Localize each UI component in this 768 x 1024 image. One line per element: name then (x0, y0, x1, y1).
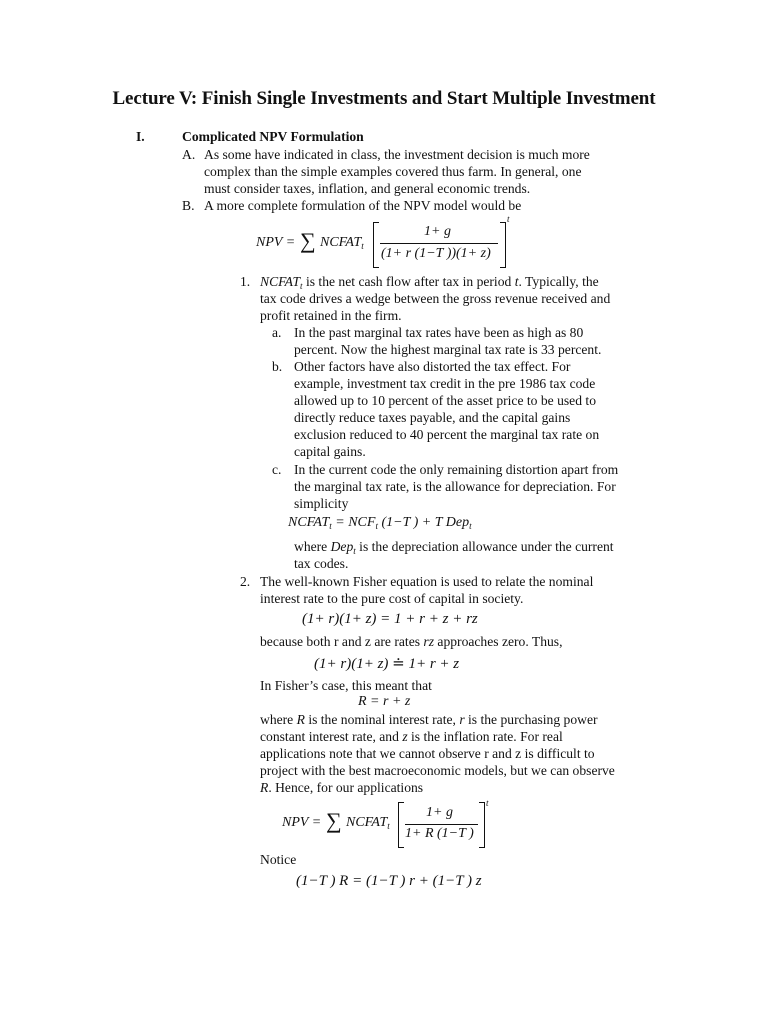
item-1b-label: b. (272, 359, 283, 374)
fraction-bar (380, 243, 498, 244)
item-1b-line: exclusion reduced to 40 percent the marginal tax rate on (294, 427, 600, 442)
eq1-numerator: 1+ g (424, 224, 451, 239)
item-1-number: 1. (240, 274, 251, 289)
section-number: I. (136, 129, 145, 144)
eq6-lhs: NPV = (282, 815, 322, 830)
item-1-line: tax code drives a wedge between the gross revenue received and (260, 291, 611, 306)
eq6-term: $NCFAT_t$ (346, 815, 390, 831)
fisher-approx-equation: (1+ r)(1+ z) ≐ 1+ r + z (314, 656, 460, 672)
item-1a-line: percent. Now the highest marginal tax rate is 33 percent. (294, 342, 602, 357)
fisher-case-line: In Fisher’s case, this meant that (260, 678, 432, 693)
item-1c-line: the marginal tax rate, is the allowance for depreciation. For (294, 479, 616, 494)
item-1b-line: Other factors have also distorted the tax effect. For (294, 359, 571, 374)
item-2-line: The well-known Fisher equation is used to relate the nominal (260, 574, 594, 589)
right-bracket (479, 802, 485, 848)
eq6-exponent: t (486, 798, 489, 808)
fisher-equation: (1+ r)(1+ z) = 1 + r + z + rz (302, 611, 478, 627)
item-1c-label: c. (272, 462, 282, 477)
item-1b-line: example, investment tax credit in the pre 1986 tax code (294, 376, 596, 391)
item-a-line: As some have indicated in class, the investment decision is much more (204, 147, 590, 162)
item-a-line: complex than the simple examples covered thus farm. In general, one (204, 164, 582, 179)
item-1b-line: capital gains. (294, 444, 366, 459)
eq1-exponent: t (507, 214, 510, 224)
item-a-line: must consider taxes, inflation, and general economic trends. (204, 181, 531, 196)
item-2-number: 2. (240, 574, 251, 589)
eq1-term: $NCFAT_t$ (320, 235, 364, 251)
item-1-line: profit retained in the firm. (260, 308, 402, 323)
where-r-line: project with the best macroeconomic models, but we can observe (260, 763, 615, 778)
item-1a-line: In the past marginal tax rates have been as high as 80 (294, 325, 584, 340)
section-heading: Complicated NPV Formulation (182, 129, 364, 144)
where-r-line: applications note that we cannot observe r and z is difficult to (260, 746, 595, 761)
sigma-symbol: ∑ (300, 228, 316, 253)
where-dep-line: tax codes. (294, 556, 349, 571)
item-1a-label: a. (272, 325, 282, 340)
sigma-symbol: ∑ (326, 808, 342, 833)
eq6-numerator: 1+ g (426, 805, 453, 820)
nominal-rate-equation: R = r + z (358, 694, 411, 709)
item-a-label: A. (182, 147, 196, 162)
eq6-denominator: 1+ R (1−T ) (405, 826, 474, 841)
page-title: Lecture V: Finish Single Investments and Start Multiple Investment (112, 88, 656, 109)
eq1-denominator: (1+ r (1−T ))(1+ z) (381, 246, 491, 261)
because-line: because both r and z are rates rz approaches zero. Thus, (260, 634, 563, 649)
where-r-line: R. Hence, for our applications (260, 780, 424, 795)
fraction-bar (405, 824, 478, 825)
where-dep-line: where Dep$_t$ is the depreciation allowance under the current (294, 539, 614, 556)
left-bracket (373, 222, 379, 268)
item-1b-line: allowed up to 10 percent of the asset price to be used to (294, 393, 596, 408)
item-1c-line: In the current code the only remaining distortion apart from (294, 462, 619, 477)
right-bracket (500, 222, 506, 268)
item-b-label: B. (182, 198, 195, 213)
notice-label: Notice (260, 852, 297, 867)
left-bracket (398, 802, 404, 848)
item-b-text: A more complete formulation of the NPV model would be (204, 198, 522, 213)
item-1-line: $NCFAT_t$ is the net cash flow after tax in period t. Typically, the (260, 274, 599, 291)
where-r-line: where R is the nominal interest rate, r is the purchasing power (260, 712, 598, 727)
where-r-line: constant interest rate, and z is the inflation rate. For real (260, 729, 563, 744)
notice-equation: (1−T ) R = (1−T ) r + (1−T ) z (296, 873, 482, 889)
item-1b-line: directly reduce taxes payable, and the capital gains (294, 410, 571, 425)
item-2-line: interest rate to the pure cost of capital in society. (260, 591, 524, 606)
item-1c-line: simplicity (294, 496, 349, 511)
ncfat-equation: $NCFAT_t = NCF_t$ (1−T ) + T Dep$_t$ (288, 515, 472, 531)
eq1-lhs: NPV = (256, 235, 296, 250)
